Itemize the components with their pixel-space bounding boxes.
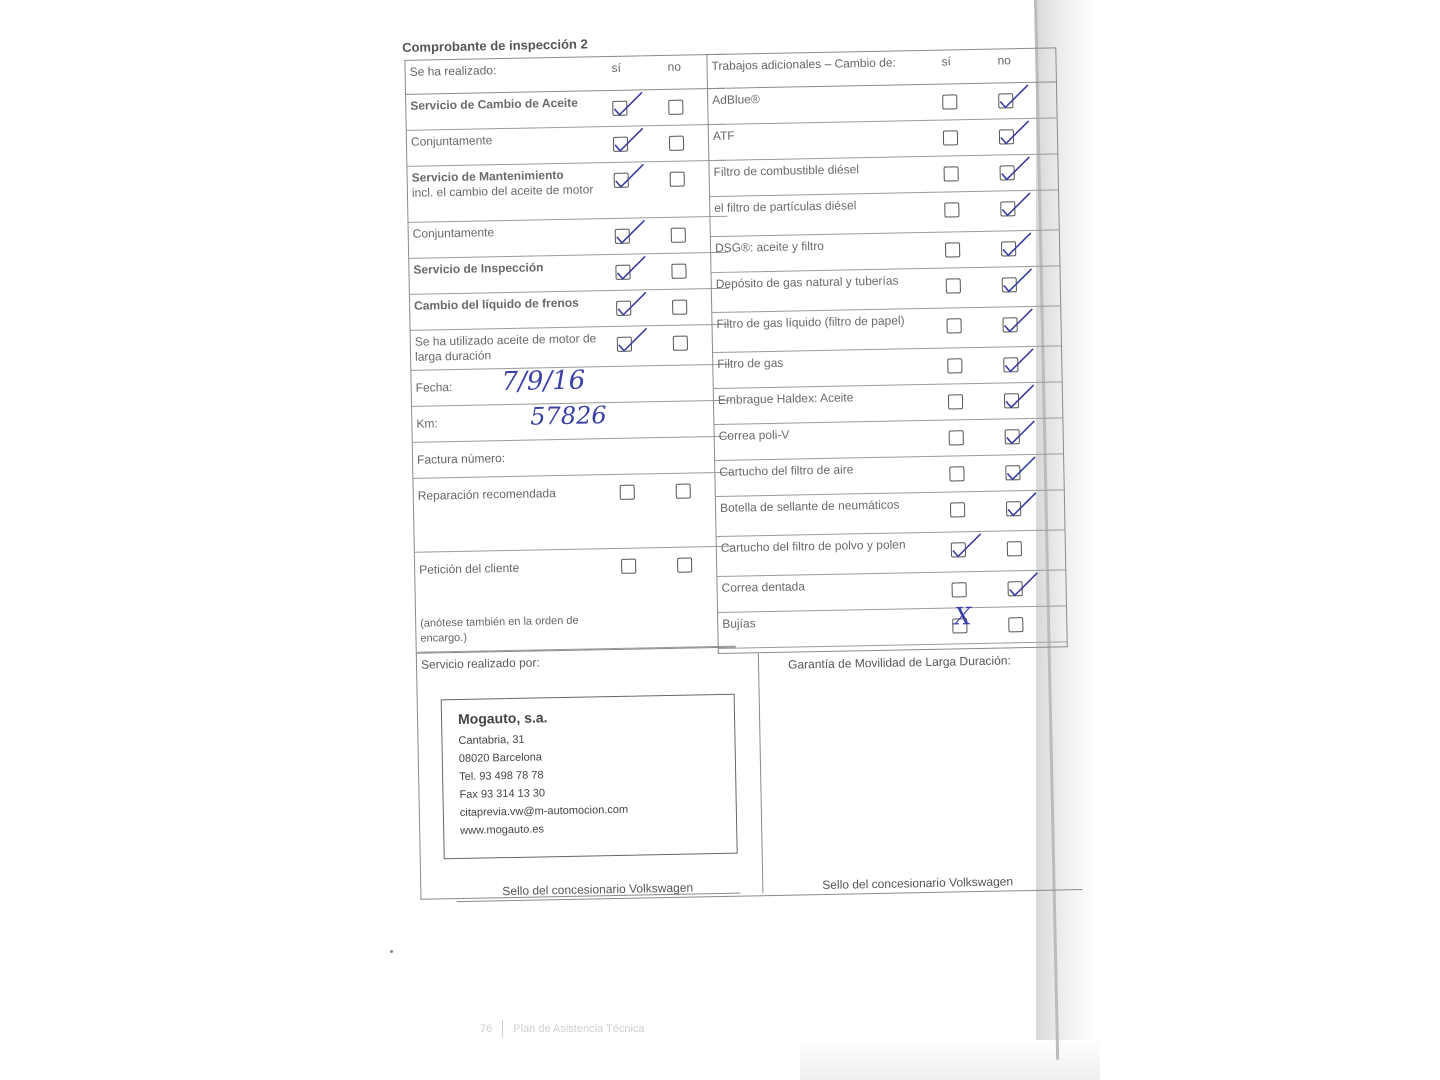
right-column bbox=[706, 47, 1067, 654]
left-row bbox=[407, 161, 727, 223]
right-row-label: Filtro de combustible diésel bbox=[713, 162, 860, 180]
right-no-checkbox[interactable] bbox=[998, 93, 1013, 108]
left-header-si: sí bbox=[611, 60, 622, 75]
right-header-no: no bbox=[997, 53, 1011, 68]
km-field[interactable] bbox=[412, 401, 732, 443]
right-row-label: Cartucho del filtro de aire bbox=[719, 462, 854, 479]
stamp-street: Cantabria, 31 bbox=[458, 733, 525, 748]
right-si-checkbox[interactable] bbox=[944, 166, 959, 181]
stamp-city: 08020 Barcelona bbox=[458, 751, 543, 766]
fecha-value: 7/9/16 bbox=[501, 365, 586, 398]
seal-right-label: Sello del concesionario Volkswagen bbox=[822, 874, 1014, 893]
anotese-note: (anótese también en la orden de encargo.) bbox=[420, 614, 579, 645]
right-row bbox=[712, 306, 1061, 353]
factura-field[interactable] bbox=[413, 437, 733, 479]
speck bbox=[390, 950, 393, 953]
left-row bbox=[410, 289, 730, 331]
right-header-si: sí bbox=[941, 54, 951, 69]
inspection-form bbox=[400, 27, 1087, 910]
left-row bbox=[409, 217, 729, 259]
left-row-label: Conjuntamente bbox=[410, 133, 493, 149]
right-row bbox=[716, 490, 1065, 537]
right-si-checkbox[interactable] bbox=[948, 394, 963, 409]
reparacion-no-checkbox[interactable] bbox=[676, 484, 691, 499]
left-si-checkbox[interactable] bbox=[613, 137, 628, 152]
stamp-fax: Fax 93 314 13 30 bbox=[459, 787, 546, 801]
left-row-label: Servicio de Inspección bbox=[413, 260, 544, 277]
left-row-label: Se ha utilizado aceite de motor de larga duración bbox=[414, 331, 597, 364]
right-si-checkbox[interactable] bbox=[945, 242, 960, 257]
right-row-label: Bujías bbox=[722, 616, 756, 631]
right-row-label: AdBlue® bbox=[712, 92, 760, 108]
right-row-label: Correa poli-V bbox=[718, 427, 790, 443]
garantia-label: Garantía de Movilidad de Larga Duración: bbox=[787, 653, 1011, 672]
stamp-email: citaprevia.vw@m-automocion.com bbox=[459, 803, 629, 819]
left-no-checkbox[interactable] bbox=[671, 228, 686, 243]
dealer-stamp bbox=[441, 694, 738, 860]
left-si-checkbox[interactable] bbox=[614, 173, 629, 188]
right-si-checkbox[interactable] bbox=[942, 94, 957, 109]
right-row-label: Cartucho del filtro de polvo y polen bbox=[720, 537, 906, 555]
left-si-checkbox[interactable] bbox=[612, 101, 627, 116]
stamp-name: Mogauto, s.a. bbox=[457, 709, 548, 728]
km-label: Km: bbox=[416, 416, 438, 431]
servicio-realizado-label: Servicio realizado por: bbox=[417, 647, 736, 676]
right-si-checkbox[interactable] bbox=[950, 502, 965, 517]
left-si-checkbox[interactable] bbox=[615, 265, 630, 280]
reparacion-label: Reparación recomendada bbox=[417, 486, 556, 503]
right-no-checkbox[interactable] bbox=[1008, 617, 1023, 632]
right-si-checkbox[interactable] bbox=[947, 358, 962, 373]
right-no-checkbox[interactable] bbox=[999, 129, 1014, 144]
left-header-label: Se ha realizado: bbox=[409, 63, 497, 79]
left-no-checkbox[interactable] bbox=[671, 264, 686, 279]
footer-separator bbox=[502, 1020, 503, 1038]
left-row-label: Servicio de Mantenimiento bbox=[411, 167, 564, 185]
right-no-checkbox[interactable] bbox=[1003, 357, 1018, 372]
left-row-label: Servicio de Cambio de Aceite bbox=[410, 95, 578, 113]
reparacion-row bbox=[413, 473, 733, 553]
right-header-label: Trabajos adicionales – Cambio de: bbox=[711, 55, 896, 74]
page-number: 76 bbox=[480, 1022, 493, 1035]
right-no-checkbox[interactable] bbox=[1006, 501, 1021, 516]
left-rows bbox=[406, 89, 730, 371]
left-row-label: Conjuntamente bbox=[412, 225, 495, 241]
right-row-label: Correa dentada bbox=[721, 579, 806, 595]
left-si-checkbox[interactable] bbox=[617, 337, 632, 352]
fecha-label: Fecha: bbox=[415, 380, 453, 395]
right-handwritten-mark: X bbox=[953, 602, 972, 631]
left-no-checkbox[interactable] bbox=[673, 336, 688, 351]
left-row bbox=[409, 253, 729, 295]
right-row bbox=[718, 602, 1067, 649]
right-rows bbox=[708, 82, 1067, 649]
km-value: 57826 bbox=[529, 401, 607, 431]
factura-label: Factura número: bbox=[416, 451, 506, 467]
right-row-label: DSG®: aceite y filtro bbox=[714, 238, 825, 255]
left-si-checkbox[interactable] bbox=[615, 229, 630, 244]
right-no-checkbox[interactable] bbox=[1002, 277, 1017, 292]
right-no-checkbox[interactable] bbox=[1000, 201, 1015, 216]
right-no-checkbox[interactable] bbox=[1007, 541, 1022, 556]
right-row-label: ATF bbox=[712, 128, 735, 144]
right-row bbox=[712, 266, 1061, 313]
right-row-label: Embrague Haldex: Aceite bbox=[717, 390, 854, 407]
left-row bbox=[406, 89, 726, 131]
stamp-tel: Tel. 93 498 78 78 bbox=[459, 769, 544, 783]
right-si-checkbox[interactable] bbox=[949, 430, 964, 445]
right-si-checkbox[interactable] bbox=[952, 582, 967, 597]
form-title: Comprobante de inspección 2 bbox=[401, 36, 588, 55]
right-no-checkbox[interactable] bbox=[1005, 465, 1020, 480]
right-row-label: el filtro de partículas diésel bbox=[714, 198, 857, 215]
right-row-label: Depósito de gas natural y tuberías bbox=[715, 273, 899, 291]
right-row-label: Botella de sellante de neumáticos bbox=[719, 497, 900, 515]
right-si-checkbox[interactable] bbox=[951, 542, 966, 557]
left-no-checkbox[interactable] bbox=[669, 136, 684, 151]
right-no-checkbox[interactable] bbox=[1008, 581, 1023, 596]
right-si-checkbox[interactable] bbox=[946, 278, 961, 293]
left-row-sublabel: incl. el cambio del aceite de motor bbox=[411, 182, 594, 200]
stamp-web: www.mogauto.es bbox=[460, 823, 545, 837]
left-header-no: no bbox=[667, 59, 682, 74]
right-row-label: Filtro de gas líquido (filtro de papel) bbox=[716, 313, 905, 331]
peticion-no-checkbox[interactable] bbox=[677, 557, 692, 572]
right-no-checkbox[interactable] bbox=[1002, 317, 1017, 332]
left-no-checkbox[interactable] bbox=[670, 172, 685, 187]
right-si-checkbox[interactable] bbox=[943, 130, 958, 145]
reparacion-si-checkbox[interactable] bbox=[620, 485, 635, 500]
right-no-checkbox[interactable] bbox=[1005, 429, 1020, 444]
right-si-checkbox[interactable] bbox=[949, 466, 964, 481]
right-no-checkbox[interactable] bbox=[1000, 165, 1015, 180]
seal-left-label: Sello del concesionario Volkswagen bbox=[502, 880, 694, 899]
peticion-row bbox=[415, 547, 736, 653]
left-row bbox=[407, 125, 727, 167]
left-row bbox=[411, 325, 731, 371]
column-separator bbox=[758, 653, 764, 893]
right-no-checkbox[interactable] bbox=[1001, 241, 1016, 256]
right-no-checkbox[interactable] bbox=[1004, 393, 1019, 408]
peticion-si-checkbox[interactable] bbox=[621, 559, 636, 574]
left-no-checkbox[interactable] bbox=[672, 300, 687, 315]
page-footer bbox=[480, 1020, 645, 1038]
right-row bbox=[717, 530, 1066, 577]
right-si-checkbox[interactable] bbox=[944, 202, 959, 217]
right-row bbox=[710, 190, 1059, 237]
left-row-label: Cambio del líquido de frenos bbox=[413, 295, 579, 313]
footer-text: Plan de Asistencia Técnica bbox=[513, 1022, 645, 1035]
peticion-label: Petición del cliente bbox=[419, 560, 520, 577]
fecha-field[interactable] bbox=[411, 365, 731, 407]
right-si-checkbox[interactable] bbox=[946, 318, 961, 333]
left-si-checkbox[interactable] bbox=[616, 301, 631, 316]
right-row-label: Filtro de gas bbox=[717, 355, 784, 371]
left-no-checkbox[interactable] bbox=[668, 100, 683, 115]
